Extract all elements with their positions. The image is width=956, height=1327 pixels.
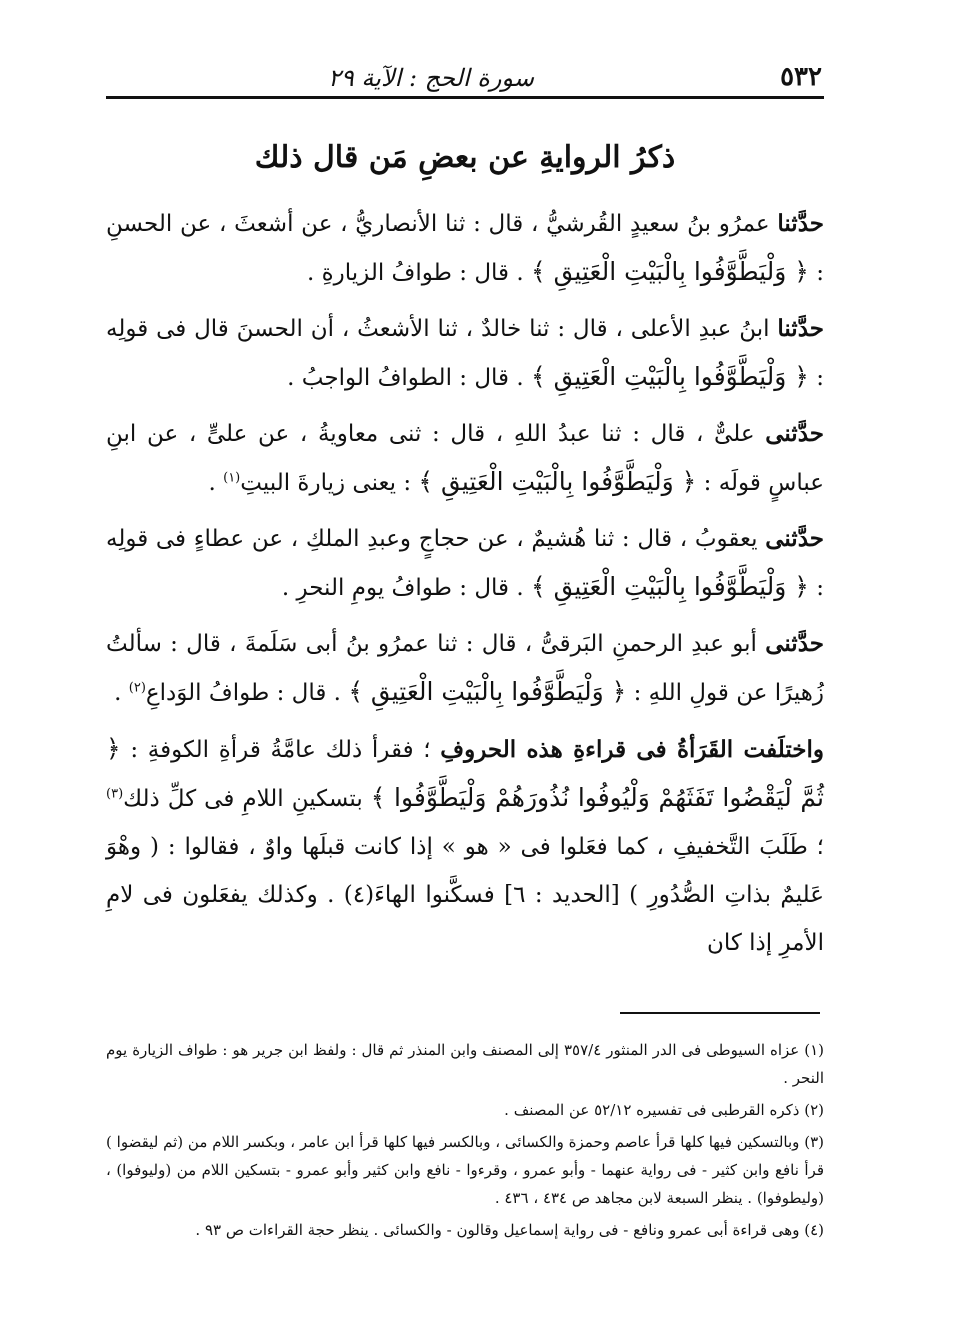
narration-lead: حدَّثنى bbox=[765, 630, 824, 657]
footnote-ref[interactable]: (٣) bbox=[106, 786, 124, 802]
narration-tail: . قال : طوافُ الوَداعِ bbox=[145, 680, 349, 706]
readings-tail: بتسكينِ اللامِ فى كلِّ ذلك bbox=[123, 786, 371, 812]
narration-tail: . قال : الطوافُ الواجبُ . bbox=[287, 365, 531, 391]
quran-quote: ﴿ ثُمَّ لْيَقْضُوا تَفَثَهُمْ وَلْيُوفُوا نُذُورَهُمْ وَلْيَطَّوَّفُوا ﴾ bbox=[106, 734, 824, 812]
narration-end: . bbox=[208, 470, 224, 496]
body-text bbox=[106, 200, 824, 975]
footnote-rule bbox=[620, 1012, 820, 1014]
quran-quote: ﴿ وَلْيَطَّوَّفُوا بِالْبَيْتِ الْعَتِيقِ ﴾ bbox=[348, 677, 627, 706]
narration-lead: حدَّثنا bbox=[777, 315, 824, 342]
section-heading: ذكرُ الروايةِ عن بعضِ مَن قال ذلك bbox=[254, 140, 676, 175]
narration-text: عمرُو بنُ سعيدٍ القُرشيُّ ، قال : ثنا الأنصاريُّ ، عن أشعثَ ، عن الحسنِ : bbox=[106, 211, 824, 286]
page-header bbox=[108, 42, 822, 92]
narration-end: . bbox=[114, 680, 129, 706]
footnotes bbox=[106, 1036, 824, 1248]
narration-paragraph bbox=[106, 620, 824, 717]
narration-text: علىٌّ ، قال : ثنا عبدُ اللهِ ، قال : ثنى معاويةُ ، عن علىٍّ ، عن ابنِ عباسٍ قولَه : bbox=[106, 421, 824, 496]
narration-text: يعقوبُ ، قال : ثنا هُشيمٌ ، عن حجاجٍ وعبدِ الملكِ ، عن عطاءٍ فى قولِه : bbox=[106, 526, 824, 601]
footnote-2: (٢) ذكره القرطبى فى تفسيره ٥٢/١٢ عن المصنف . bbox=[504, 1101, 824, 1119]
footnote-1: (١) عزاه السيوطى فى الدر المنثور ٣٥٧/٤ إلى المصنف وابن المنذر ثم قال : ولفظ ابن جرير هو : طواف الزيارة يوم النحر . bbox=[106, 1041, 824, 1087]
narration-tail: : يعنى زيارةَ البيتِ bbox=[240, 470, 419, 496]
narration-tail: . قال : طوافُ الزيارةِ . bbox=[306, 260, 531, 286]
quran-quote: ﴿ وَلْيَطَّوَّفُوا بِالْبَيْتِ الْعَتِيقِ ﴾ bbox=[530, 362, 809, 391]
readings-paragraph bbox=[106, 725, 824, 967]
readings-end: ؛ طَلَبَ التَّخفيفِ ، كما فعَلوا فى « هو » إذا كانت قبلَها واوٌ ، فقالوا : ( وهْوَ عَليمٌ بذاتِ الصُّدُورِ ) [الحديد : ٦] فسكَّنوا الهاءَ(٤) . وكذلك يفعَلون فى لامِ الأمرِ إذا كان bbox=[106, 834, 824, 956]
narration-lead: حدَّثنى bbox=[765, 420, 824, 447]
narration-paragraph bbox=[106, 410, 824, 507]
footnote-ref[interactable]: (٢) bbox=[128, 680, 146, 696]
readings-text: ؛ فقرأ ذلك عامَّةُ قرأةِ الكوفةِ : bbox=[120, 737, 441, 763]
header-rule bbox=[106, 96, 824, 99]
page-number: ٥٣٢ bbox=[780, 62, 822, 92]
narration-lead: حدَّثنا bbox=[777, 210, 824, 237]
narration-lead: حدَّثنى bbox=[765, 525, 824, 552]
narration-paragraph bbox=[106, 305, 824, 402]
narration-text: أبو عبدِ الرحمنِ البَرقىُّ ، قال : ثنا عمرُو بنُ أبى سَلَمةَ ، قال : سألتُ زُهيرًا عن قولِ اللهِ : bbox=[106, 631, 824, 706]
quran-quote: ﴿ وَلْيَطَّوَّفُوا بِالْبَيْتِ الْعَتِيقِ ﴾ bbox=[530, 257, 809, 286]
footnote-3: (٣) وبالتسكين فيها كلها قرأ عاصم وحمزة والكسائى ، وبالكسر فيها كلها قرأ ابن عامر ، وبكسر اللام من (ثم ليقضوا ) قرأ نافع وابن كثير - فى رواية عنهما - وأبو عمرو ، وقرءوا - نافع وابن كثير وأبو عمرو - بتسكين اللام من (وليوفوا) ، (وليطوفوا) . ينظر السبعة لابن مجاهد ص ٤٣٤ ، ٤٣٦ . bbox=[106, 1133, 824, 1207]
narration-tail: . قال : طوافُ يومِ النحرِ . bbox=[281, 575, 531, 601]
footnote-ref[interactable]: (١) bbox=[223, 470, 241, 486]
narration-text: ابنُ عبدِ الأعلى ، قال : ثنا خالدٌ ، ثنا الأشعثُ ، أن الحسنَ قال فى قولِه : bbox=[106, 316, 824, 391]
narration-paragraph bbox=[106, 515, 824, 612]
quran-quote: ﴿ وَلْيَطَّوَّفُوا بِالْبَيْتِ الْعَتِيقِ ﴾ bbox=[530, 572, 809, 601]
footnote-4: (٤) وهى قراءة أبى عمرو ونافع - فى رواية إسماعيل وقالون - والكسائى . ينظر حجة القراءات ص ٩٣ . bbox=[195, 1221, 824, 1239]
narration-paragraph bbox=[106, 200, 824, 297]
quran-quote: ﴿ وَلْيَطَّوَّفُوا بِالْبَيْتِ الْعَتِيقِ ﴾ bbox=[418, 467, 697, 496]
running-title: سورة الحج : الآية ٢٩ bbox=[328, 64, 534, 92]
readings-lead: واختلَفت القَرَأةُ فى قراءةِ هذه الحروفِ bbox=[440, 736, 824, 763]
